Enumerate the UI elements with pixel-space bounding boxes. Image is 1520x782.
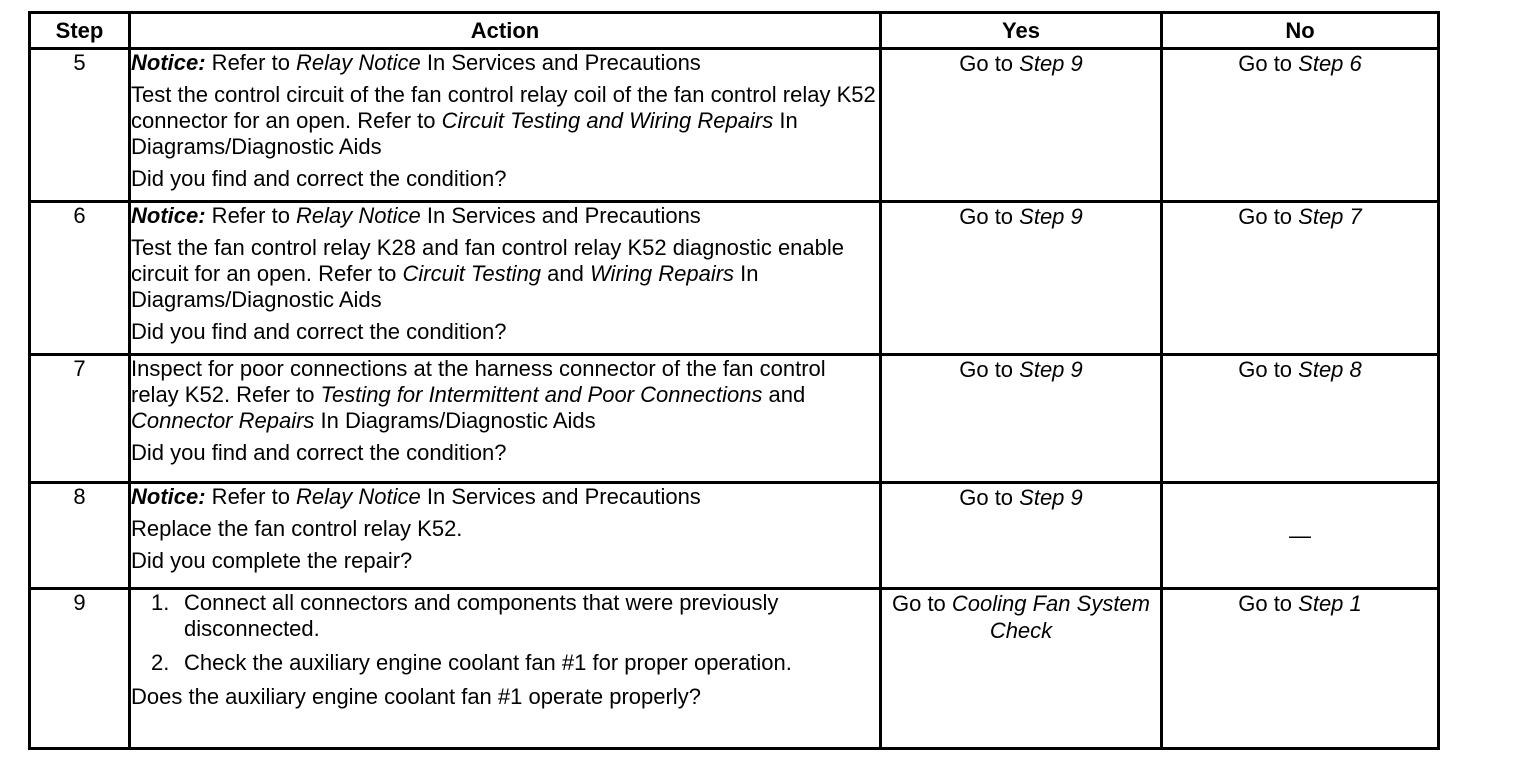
reference-link[interactable]: Wiring Repairs [589,261,735,286]
no-cell [1162,49,1439,202]
yes-step-link[interactable]: Step 9 [1019,204,1083,229]
no-cell [1162,202,1439,355]
notice-text-tail: In Services and Precautions [420,484,701,509]
no-step-link[interactable]: Step 6 [1298,51,1362,76]
notice-line [131,484,879,510]
yes-cell [881,202,1162,355]
header-step: Step [30,13,130,49]
header-row [30,13,1439,49]
header-yes: Yes [881,13,1162,49]
notice-label: Notice: [131,484,206,509]
list-item [131,650,879,676]
notice-text-tail: In Services and Precautions [420,50,701,75]
action-cell [130,589,881,749]
yes-step-link[interactable]: Step 9 [1019,357,1083,382]
no-cell [1162,355,1439,483]
reference-link[interactable]: Connector Repairs [131,408,315,433]
table-row-step-9 [30,589,1439,749]
notice-text: Refer to [205,203,297,228]
diagnostic-table [28,11,1440,750]
yes-step-link[interactable]: Step 9 [1019,485,1083,510]
instruction-text-tail: In Diagrams/Diagnostic Aids [131,108,798,159]
notice-text: Refer to [205,50,297,75]
notice-label: Notice: [131,203,206,228]
action-cell [130,483,881,589]
action-question: Did you find and correct the condition? [131,166,507,191]
no-prefix: Go to [1238,357,1299,382]
reference-link[interactable]: Testing for Intermittent and Poor Connections [320,382,763,407]
header-no: No [1162,13,1439,49]
step-number: 6 [30,202,130,355]
no-dash: — [1289,523,1311,548]
table-row-step-7 [30,355,1439,483]
no-step-link[interactable]: Step 1 [1298,591,1362,616]
list-number: 1. [151,590,170,615]
step-number: 7 [30,355,130,483]
instruction-text-middle: and [541,261,590,286]
action-instruction [131,235,879,313]
action-cell [130,202,881,355]
notice-text: Refer to [205,484,297,509]
action-question: Does the auxiliary engine coolant fan #1 operate properly? [131,684,701,709]
list-text: Connect all connectors and components that were previously disconnected. [184,590,779,641]
yes-cell [881,589,1162,749]
action-instruction: Replace the fan control relay K52. [131,516,463,541]
yes-cell [881,483,1162,589]
instruction-text: Test the control circuit of the fan control relay coil of the fan control relay K52 connector for an open. Refer to [131,82,876,133]
reference-link[interactable]: Circuit Testing and Wiring Repairs [441,108,774,133]
yes-step-link[interactable]: Cooling Fan System Check [951,591,1150,643]
list-text: Check the auxiliary engine coolant fan #1 for proper operation. [184,650,792,675]
action-question: Did you find and correct the condition? [131,440,507,465]
step-number: 9 [30,589,130,749]
no-step-link[interactable]: Step 7 [1298,204,1362,229]
step-number: 5 [30,49,130,202]
action-question: Did you complete the repair? [131,548,413,573]
instruction-text-tail: In Diagrams/Diagnostic Aids [131,261,759,312]
action-instruction [131,356,879,434]
procedure-list [131,590,879,676]
no-prefix: Go to [1238,204,1299,229]
no-prefix: Go to [1238,51,1299,76]
yes-prefix: Go to [959,51,1020,76]
action-question: Did you find and correct the condition? [131,319,507,344]
no-prefix: Go to [1238,591,1299,616]
notice-text-tail: In Services and Precautions [420,203,701,228]
yes-prefix: Go to [891,591,952,616]
yes-cell [881,49,1162,202]
yes-step-link[interactable]: Step 9 [1019,51,1083,76]
notice-reference-link[interactable]: Relay Notice [296,484,421,509]
yes-prefix: Go to [959,204,1020,229]
notice-reference-link[interactable]: Relay Notice [296,203,421,228]
notice-line [131,50,879,76]
list-number: 2. [151,650,170,675]
notice-line [131,203,879,229]
yes-prefix: Go to [959,357,1020,382]
table-row-step-5 [30,49,1439,202]
no-cell [1162,589,1439,749]
reference-link[interactable]: Circuit Testing [402,261,542,286]
action-cell [130,355,881,483]
no-cell [1162,483,1439,589]
action-instruction [131,82,879,160]
yes-cell [881,355,1162,483]
instruction-text: Inspect for poor connections at the harness connector of the fan control relay K52. Refer to [131,356,826,407]
no-step-link[interactable]: Step 8 [1298,357,1362,382]
instruction-text: Test the fan control relay K28 and fan control relay K52 diagnostic enable circuit for an open. Refer to [131,235,845,286]
header-action: Action [130,13,881,49]
table-row-step-6 [30,202,1439,355]
action-cell [130,49,881,202]
list-item [131,590,879,642]
yes-prefix: Go to [959,485,1020,510]
notice-reference-link[interactable]: Relay Notice [296,50,421,75]
table-row-step-8 [30,483,1439,589]
instruction-text-tail: In Diagrams/Diagnostic Aids [314,408,596,433]
notice-label: Notice: [131,50,206,75]
step-number: 8 [30,483,130,589]
instruction-text-middle: and [762,382,806,407]
